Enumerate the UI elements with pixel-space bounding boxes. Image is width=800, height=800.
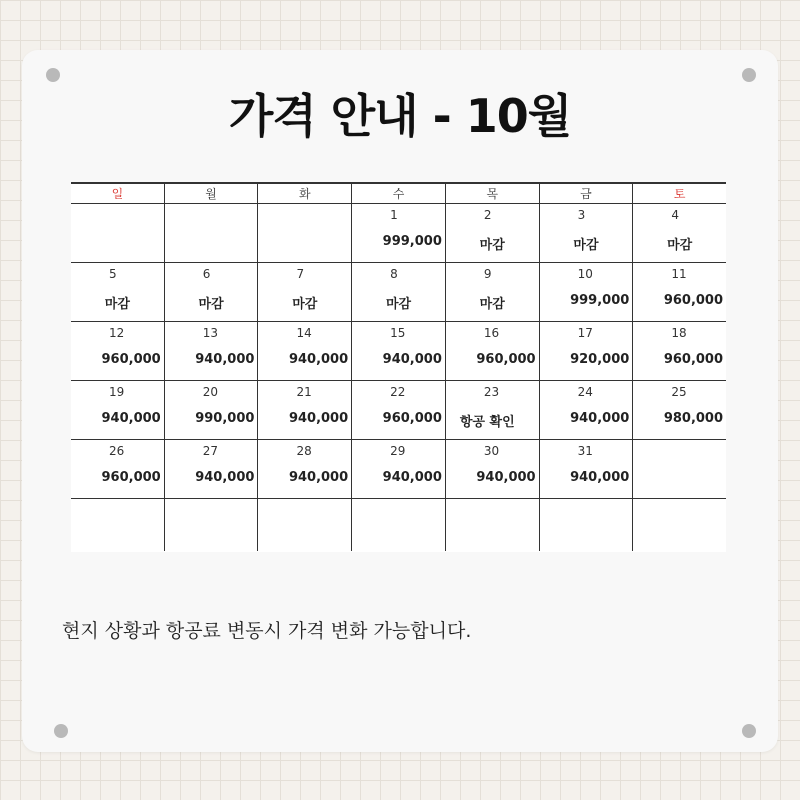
day-number: 24: [577, 385, 593, 399]
calendar-day-cell: [258, 263, 352, 321]
day-number: 5: [109, 267, 117, 281]
weekday-header: 토: [673, 187, 686, 201]
day-price: 마감: [479, 297, 505, 312]
day-price: 마감: [104, 297, 130, 312]
day-price: 마감: [667, 238, 693, 253]
calendar-day-cell: [633, 322, 726, 380]
day-price: 마감: [292, 297, 318, 312]
calendar-day-cell: [540, 499, 634, 551]
day-number: 27: [202, 444, 218, 458]
calendar-day-cell: [71, 263, 165, 321]
calendar-day-cell: [633, 440, 726, 498]
calendar-day-cell: [633, 381, 726, 439]
calendar-day-cell: [540, 381, 634, 439]
day-number: 19: [109, 385, 125, 399]
day-number: 1: [390, 208, 398, 222]
day-number: 3: [577, 208, 586, 222]
day-price: 940,000: [195, 470, 255, 485]
page-title: 가격 안내 - 10월: [228, 89, 572, 143]
weekday-header: 월: [165, 184, 259, 203]
pin-icon: [54, 724, 68, 738]
calendar-day-cell: [446, 440, 540, 498]
day-price: 960,000: [663, 352, 724, 367]
day-price: 940,000: [288, 352, 349, 367]
day-number: 28: [296, 444, 312, 458]
day-number: 6: [202, 267, 211, 281]
calendar-week-row: [71, 204, 726, 263]
weekday-header: 화: [258, 184, 352, 203]
day-price: 940,000: [195, 352, 255, 367]
day-price: 940,000: [570, 411, 630, 426]
day-price: 960,000: [476, 352, 536, 367]
day-number: 18: [671, 326, 687, 340]
day-price: 마감: [198, 297, 224, 312]
calendar-day-cell: [258, 204, 352, 262]
calendar-day-cell: [446, 499, 540, 551]
calendar-day-cell: [352, 381, 446, 439]
day-number: 8: [390, 267, 398, 281]
calendar-week-row: [71, 440, 726, 499]
day-price: 940,000: [382, 352, 442, 367]
calendar-day-cell: [258, 440, 352, 498]
price-calendar: [71, 182, 726, 552]
weekday-header: 목: [446, 184, 540, 203]
day-number: 2: [483, 208, 492, 222]
calendar-day-cell: [446, 263, 540, 321]
day-price: 990,000: [195, 411, 255, 426]
calendar-day-cell: [352, 499, 446, 551]
calendar-header: [71, 182, 726, 204]
calendar-day-cell: [165, 381, 259, 439]
calendar-day-cell: [540, 440, 634, 498]
calendar-day-cell: [633, 499, 726, 551]
calendar-day-cell: [165, 440, 259, 498]
calendar-day-cell: [71, 204, 165, 262]
day-price: 940,000: [288, 470, 349, 485]
day-number: 21: [296, 385, 312, 399]
day-number: 31: [577, 444, 593, 458]
day-number: 25: [671, 385, 687, 399]
calendar-day-cell: [540, 263, 634, 321]
weekday-header: 일: [71, 184, 165, 203]
calendar-week-row: [71, 263, 726, 322]
day-price: 940,000: [382, 470, 442, 485]
calendar-day-cell: [633, 263, 726, 321]
day-number: 4: [671, 208, 679, 222]
day-price: 960,000: [663, 293, 724, 308]
calendar-day-cell: [352, 440, 446, 498]
calendar-week-row: [71, 322, 726, 381]
calendar-day-cell: [352, 263, 446, 321]
calendar-day-cell: [446, 322, 540, 380]
day-number: 29: [390, 444, 406, 458]
day-number: 30: [483, 444, 500, 458]
calendar-day-cell: [258, 381, 352, 439]
calendar-body: [71, 204, 726, 551]
calendar-day-cell: [258, 322, 352, 380]
day-price: 940,000: [101, 411, 161, 426]
calendar-day-cell: [165, 263, 259, 321]
calendar-day-cell: [71, 440, 165, 498]
weekday-header: 금: [540, 184, 634, 203]
day-number: 13: [202, 326, 218, 340]
day-number: 20: [202, 385, 218, 399]
weekday-header: 수: [352, 184, 446, 203]
price-notice: 현지 상황과 항공료 변동시 가격 변화 가능합니다.: [62, 620, 472, 642]
day-number: 26: [109, 444, 125, 458]
calendar-day-cell: [352, 204, 446, 262]
day-number: 11: [671, 267, 687, 281]
day-price: 마감: [385, 297, 412, 312]
day-price: 940,000: [288, 411, 349, 426]
calendar-day-cell: [352, 322, 446, 380]
day-number: 10: [577, 267, 593, 281]
day-price: 960,000: [101, 352, 161, 367]
day-number: 23: [483, 385, 500, 399]
day-number: 16: [483, 326, 500, 340]
day-price: 940,000: [476, 470, 536, 485]
day-number: 17: [577, 326, 593, 340]
day-number: 14: [296, 326, 312, 340]
day-price: 항공 확인: [459, 415, 515, 430]
calendar-day-cell: [165, 204, 259, 262]
calendar-day-cell: [446, 381, 540, 439]
day-price: 920,000: [570, 352, 630, 367]
day-number: 9: [483, 267, 492, 281]
calendar-week-row: [71, 381, 726, 440]
calendar-day-cell: [165, 322, 259, 380]
day-number: 15: [390, 326, 406, 340]
calendar-day-cell: [71, 499, 165, 551]
day-price: 마감: [573, 238, 599, 253]
day-number: 22: [390, 385, 406, 399]
day-price: 999,000: [570, 293, 630, 308]
calendar-day-cell: [633, 204, 726, 262]
pin-icon: [742, 724, 756, 738]
day-price: 마감: [479, 238, 505, 253]
calendar-day-cell: [71, 381, 165, 439]
calendar-day-cell: [446, 204, 540, 262]
day-number: 12: [109, 326, 125, 340]
day-price: 960,000: [101, 470, 161, 485]
calendar-day-cell: [540, 204, 634, 262]
calendar-day-cell: [540, 322, 634, 380]
calendar-day-cell: [258, 499, 352, 551]
day-price: 940,000: [570, 470, 630, 485]
calendar-day-cell: [71, 322, 165, 380]
day-price: 999,000: [382, 234, 442, 249]
calendar-day-cell: [165, 499, 259, 551]
day-price: 960,000: [382, 411, 442, 426]
day-price: 980,000: [663, 411, 724, 426]
calendar-week-row: [71, 499, 726, 551]
day-number: 7: [296, 267, 305, 281]
